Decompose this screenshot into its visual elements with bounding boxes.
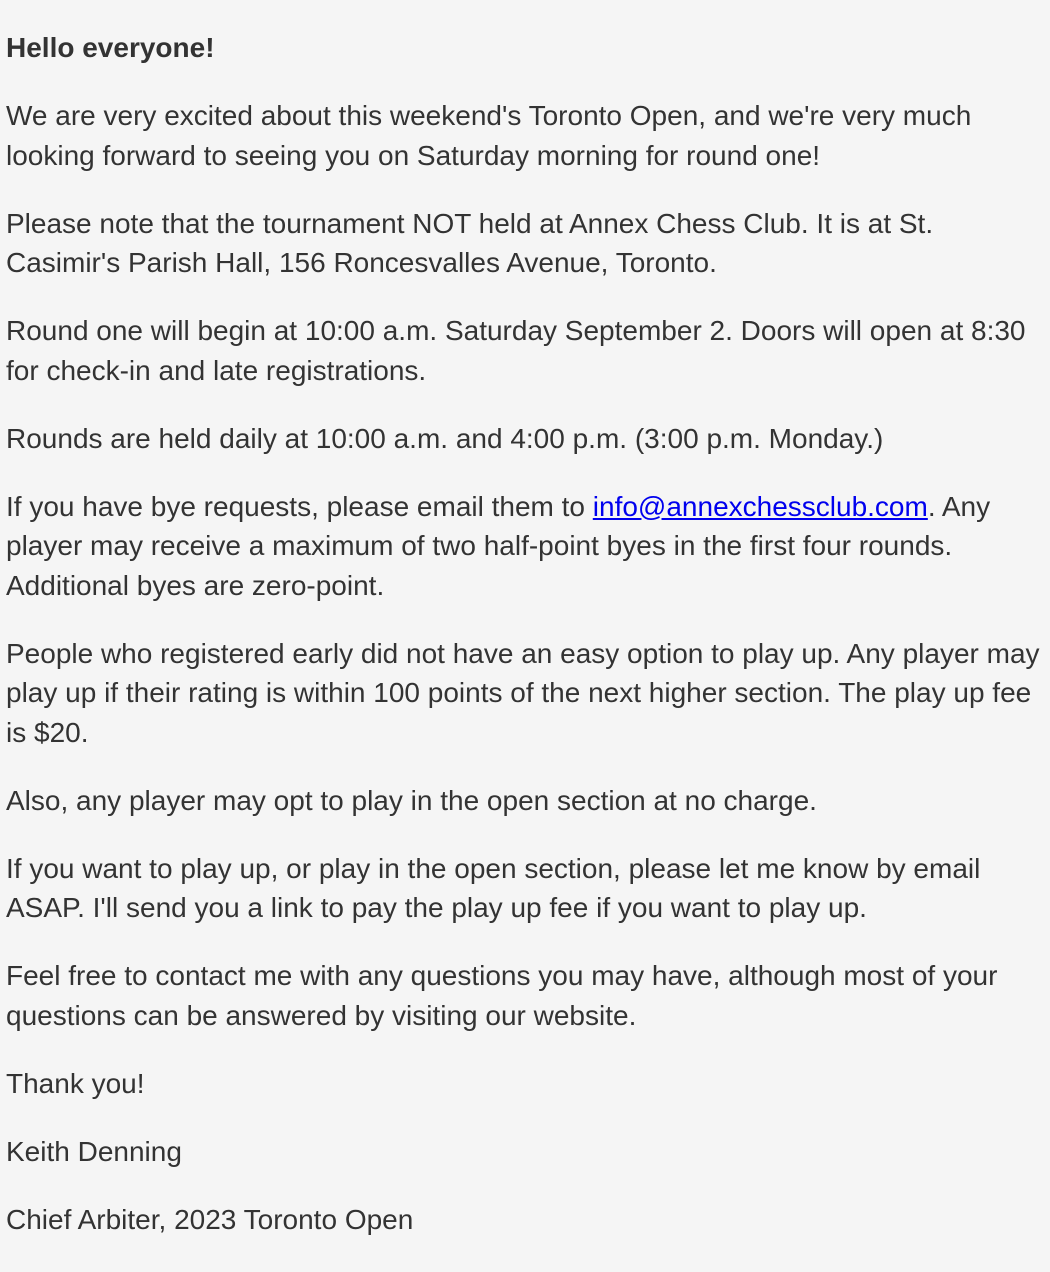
byes-text-before: If you have bye requests, please email them to: [6, 490, 593, 522]
email-body: [6, 28, 1046, 1268]
paragraph-schedule: Rounds are held daily at 10:00 a.m. and 4:00 p.m. (3:00 p.m. Monday.): [6, 422, 884, 454]
paragraph-round-one: Round one will begin at 10:00 a.m. Saturday September 2. Doors will open at 8:30 for check-in and late registrations.: [6, 315, 1026, 386]
paragraph-play-up: People who registered early did not have an easy option to play up. Any player may play up if their rating is within 100 points of the next higher section. The play up fee is $20.: [6, 637, 1040, 748]
closing-thanks: Thank you!: [6, 1067, 145, 1099]
paragraph-open-section: Also, any player may opt to play in the open section at no charge.: [6, 784, 817, 816]
signature-name: Keith Denning: [6, 1135, 182, 1167]
paragraph-welcome: We are very excited about this weekend's Toronto Open, and we're very much looking forward to seeing you on Saturday morning for round one!: [6, 100, 972, 171]
signature-title: Chief Arbiter, 2023 Toronto Open: [6, 1203, 414, 1235]
paragraph-questions: Feel free to contact me with any questions you may have, although most of your questions can be answered by visiting our website.: [6, 960, 998, 1031]
paragraph-venue: Please note that the tournament NOT held at Annex Chess Club. It is at St. Casimir's Parish Hall, 156 Roncesvalles Avenue, Toronto.: [6, 207, 934, 278]
paragraph-contact-asap: If you want to play up, or play in the open section, please let me know by email ASAP. I'll send you a link to pay the play up fee if you want to play up.: [6, 852, 981, 923]
greeting: Hello everyone!: [6, 32, 215, 63]
paragraph-byes: [6, 487, 1046, 606]
byes-text-after: . Any player may receive a maximum of two half-point byes in the first four rounds. Additional byes are zero-point.: [6, 490, 991, 601]
email-link[interactable]: info@annexchessclub.com: [592, 490, 928, 522]
